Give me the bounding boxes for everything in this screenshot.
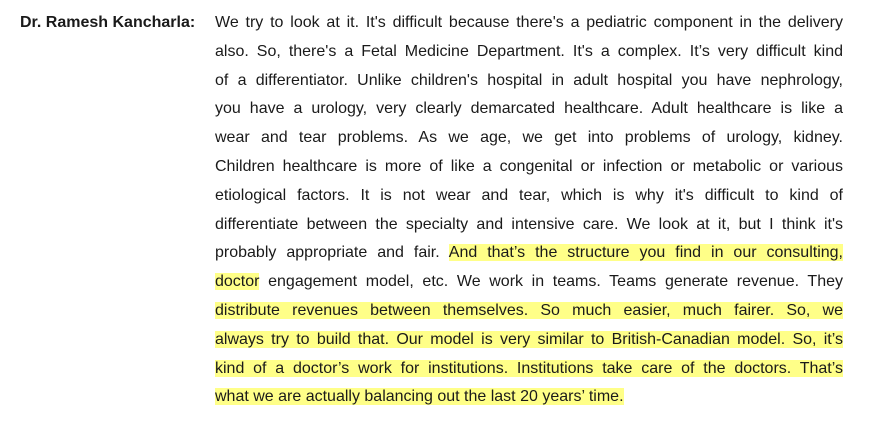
highlighted-text: doctor: [292, 359, 339, 377]
speech-line: [215, 95, 843, 124]
text-segment: distribute revenues between themselves. So much easier, much fairer. So, we: [215, 301, 843, 319]
text-segment: s. That’s: [778, 359, 844, 377]
text-segment: kind of a: [215, 359, 293, 377]
text-segment: differentiate between the specialty and intensive care. We look at it, but I think it's: [215, 215, 843, 233]
text-segment: always try to build that. Our model is very similar to British-Canadian model. So, it’s: [215, 330, 843, 348]
speech-line: [215, 153, 843, 182]
speech-line: [215, 355, 843, 384]
speech-line: [215, 268, 843, 297]
speaker-name: Dr. Ramesh Kancharla:: [20, 14, 196, 31]
speech-line: [215, 211, 843, 240]
speech-line: [215, 124, 843, 153]
highlighted-text: And that’s the structure you find in our consulting,: [448, 244, 844, 262]
speech-line: [215, 182, 843, 211]
text-segment: you have a urology, very clearly demarcated healthcare. Adult healthcare is like a: [215, 100, 843, 118]
highlighted-text: doctor: [734, 359, 779, 377]
text-segment: .: [619, 388, 624, 406]
text-segment: etiological factors. It is not wear and tear, which is why it's difficult to kind of: [215, 186, 843, 204]
text-segment: also. So, there's a Fetal Medicine Department. It's a complex. It’s very difficult kind: [215, 42, 843, 60]
text-segment: of a differentiator. Unlike children's hospital in adult hospital you have nephrology,: [215, 71, 843, 89]
speech-line: [215, 67, 843, 96]
text-segment: wear and tear problems. As we age, we get into problems of urology, kidney.: [215, 129, 843, 147]
speech-line: [215, 326, 843, 355]
speech-line: [215, 383, 843, 412]
text-segment: ’s work for institutions. Institutions take care of the: [338, 359, 735, 377]
speech-line: [215, 297, 843, 326]
speech-text: [215, 9, 843, 412]
speech-line: [215, 38, 843, 67]
text-segment: engagement model, etc. We work in teams. Teams generate revenue. They: [259, 273, 843, 291]
text-segment: We try to look at it. It's difficult because there's a pediatric component in the delivery: [215, 14, 843, 31]
speech-line: [215, 9, 843, 38]
speech-line: [215, 239, 843, 268]
text-segment: what we are actually balancing out the last 20 years’ time: [215, 388, 620, 406]
text-segment: Children healthcare is more of like a congenital or infection or metabolic or various: [215, 157, 843, 175]
text-segment: probably appropriate and fair.: [215, 244, 440, 262]
highlighted-text: doctor: [215, 273, 260, 291]
